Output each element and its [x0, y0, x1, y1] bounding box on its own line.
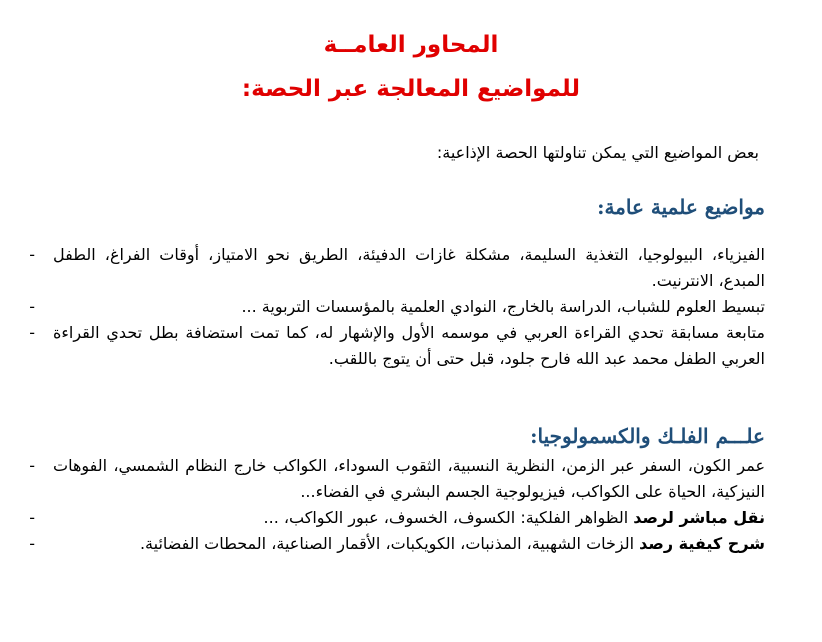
list-item	[29, 320, 765, 372]
list-item-text: عمر الكون، السفر عبر الزمن، النظرية النسبية، الثقوب السوداء، الكواكب خارج النظام الشمسي، الفوهات النيزكية، الحياة على الكواكب، فيزيولوجية الجسم البشري في الفضاء...	[53, 456, 765, 501]
list-item	[29, 531, 765, 557]
document-title-line-2: للمواضيع المعالجة عبر الحصة:	[241, 76, 581, 102]
list-item-text: تبسيط العلوم للشباب، الدراسة بالخارج، النوادي العلمية بالمؤسسات التربوية ...	[241, 297, 765, 316]
list-item-text: الزخات الشهبية، المذنبات، الكويكبات، الأقمار الصناعية، المحطات الفضائية.	[139, 534, 640, 553]
bullet-dash: -	[29, 297, 35, 316]
list-item-bold-lead: شرح كيفية رصد	[639, 534, 765, 553]
list-item-text: متابعة مسابقة تحدي القراءة العربي في موسمه الأول والإشهار له، كما تمت استضافة بطل تحدي القراءة العربي الطفل محمد عبد الله فارح جلود، قبل حتى أن يتوج باللقب.	[53, 323, 765, 368]
general-science-list	[29, 242, 765, 372]
section-heading-astronomy: علـــم الفلـك والكسمولوجيا:	[530, 424, 765, 448]
list-item	[29, 453, 765, 505]
bullet-dash: -	[29, 534, 35, 553]
intro-text: بعض المواضيع التي يمكن تناولتها الحصة الإذاعية:	[436, 143, 759, 162]
bullet-dash: -	[29, 456, 35, 475]
astronomy-list	[29, 453, 765, 557]
list-item	[29, 505, 765, 531]
document-title-line-1: المحاور العامــة	[323, 32, 499, 58]
list-item-text: الظواهر الفلكية: الكسوف، الخسوف، عبور الكواكب، ...	[263, 508, 634, 527]
list-item-text: الفيزياء، البيولوجيا، التغذية السليمة، مشكلة غازات الدفيئة، الطريق نحو الامتياز، أوقات الفراغ، الطفل المبدع، الانترنيت.	[53, 245, 765, 290]
section-heading-general-science: مواضيع علمية عامة:	[597, 195, 765, 219]
bullet-dash: -	[29, 323, 35, 342]
bullet-dash: -	[29, 245, 35, 264]
bullet-dash: -	[29, 508, 35, 527]
list-item	[29, 242, 765, 294]
list-item-bold-lead: نقل مباشر لرصد	[633, 508, 765, 527]
list-item	[29, 294, 765, 320]
